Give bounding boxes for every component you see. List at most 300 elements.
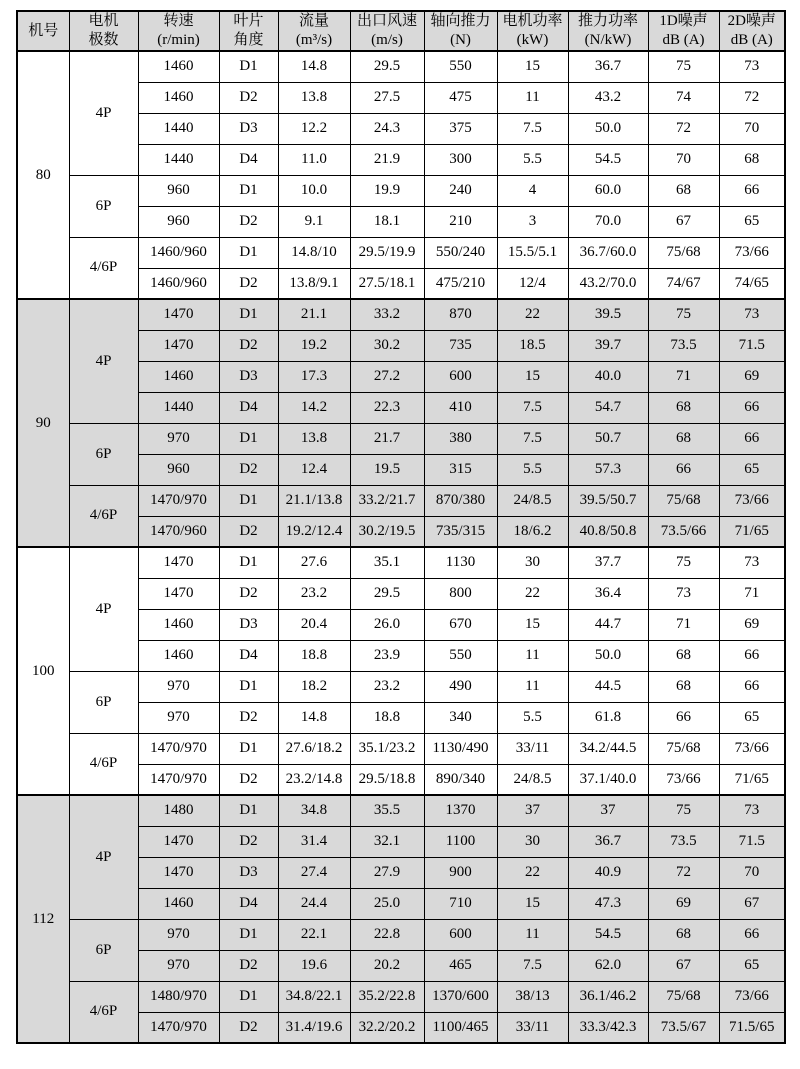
- data-cell: 66: [719, 919, 785, 950]
- data-cell: 1460: [138, 888, 219, 919]
- data-cell: 550: [424, 640, 497, 671]
- data-cell: 1460: [138, 361, 219, 392]
- data-cell: 72: [719, 82, 785, 113]
- data-cell: 11: [497, 671, 568, 702]
- data-cell: 27.2: [350, 361, 424, 392]
- data-cell: 67: [648, 950, 719, 981]
- data-cell: 300: [424, 144, 497, 175]
- data-cell: 26.0: [350, 609, 424, 640]
- data-cell: 33/11: [497, 1012, 568, 1043]
- data-cell: 550/240: [424, 237, 497, 268]
- data-cell: 50.7: [568, 423, 648, 454]
- data-cell: 73.5: [648, 826, 719, 857]
- data-cell: 65: [719, 950, 785, 981]
- data-cell: 315: [424, 454, 497, 485]
- data-cell: 15: [497, 361, 568, 392]
- data-cell: 73: [719, 299, 785, 330]
- data-cell: 75: [648, 795, 719, 826]
- data-cell: 22: [497, 857, 568, 888]
- data-cell: 7.5: [497, 950, 568, 981]
- data-cell: 970: [138, 671, 219, 702]
- data-cell: 1460/960: [138, 268, 219, 299]
- data-cell: 960: [138, 454, 219, 485]
- data-cell: 27.4: [278, 857, 350, 888]
- data-cell: 970: [138, 950, 219, 981]
- data-cell: 900: [424, 857, 497, 888]
- data-cell: 29.5: [350, 578, 424, 609]
- data-cell: 71.5: [719, 826, 785, 857]
- column-header-1: 电机 极数: [69, 11, 138, 51]
- data-cell: 21.1/13.8: [278, 485, 350, 516]
- data-cell: 1440: [138, 144, 219, 175]
- poles-cell: 6P: [69, 175, 138, 237]
- data-cell: 1470/970: [138, 764, 219, 795]
- data-cell: 24.4: [278, 888, 350, 919]
- data-cell: D2: [219, 1012, 278, 1043]
- data-cell: 74/65: [719, 268, 785, 299]
- data-cell: 39.7: [568, 330, 648, 361]
- data-cell: 73/66: [719, 485, 785, 516]
- data-cell: 670: [424, 609, 497, 640]
- data-cell: 33/11: [497, 733, 568, 764]
- data-cell: 21.1: [278, 299, 350, 330]
- data-cell: 66: [719, 175, 785, 206]
- data-cell: 18.2: [278, 671, 350, 702]
- data-cell: 19.9: [350, 175, 424, 206]
- data-cell: 75: [648, 547, 719, 578]
- data-cell: 1470: [138, 826, 219, 857]
- data-cell: 23.9: [350, 640, 424, 671]
- data-cell: 72: [648, 113, 719, 144]
- data-cell: 600: [424, 919, 497, 950]
- data-cell: 550: [424, 51, 497, 82]
- header-row: [17, 11, 785, 51]
- data-cell: 33.2/21.7: [350, 485, 424, 516]
- data-cell: 30: [497, 826, 568, 857]
- data-cell: 970: [138, 423, 219, 454]
- poles-cell: 4P: [69, 51, 138, 175]
- data-cell: 32.2/20.2: [350, 1012, 424, 1043]
- data-cell: 23.2: [278, 578, 350, 609]
- data-cell: 19.2/12.4: [278, 516, 350, 547]
- data-cell: 13.8: [278, 82, 350, 113]
- data-cell: 29.5: [350, 51, 424, 82]
- poles-cell: 6P: [69, 671, 138, 733]
- data-cell: 23.2: [350, 671, 424, 702]
- data-cell: D2: [219, 206, 278, 237]
- data-cell: 70.0: [568, 206, 648, 237]
- data-cell: D1: [219, 547, 278, 578]
- data-cell: D1: [219, 981, 278, 1012]
- data-cell: 1460: [138, 51, 219, 82]
- data-cell: 1470: [138, 330, 219, 361]
- data-cell: 69: [719, 361, 785, 392]
- data-cell: D2: [219, 454, 278, 485]
- data-cell: 4: [497, 175, 568, 206]
- data-cell: D3: [219, 609, 278, 640]
- data-cell: 31.4: [278, 826, 350, 857]
- data-cell: 66: [719, 423, 785, 454]
- data-cell: 20.2: [350, 950, 424, 981]
- table-body: [17, 51, 785, 1043]
- data-cell: 66: [719, 392, 785, 423]
- data-cell: 1470: [138, 547, 219, 578]
- data-cell: 73: [719, 795, 785, 826]
- data-cell: 35.2/22.8: [350, 981, 424, 1012]
- table-row: [17, 175, 785, 206]
- data-cell: 18.8: [350, 702, 424, 733]
- data-cell: 18.8: [278, 640, 350, 671]
- data-cell: 1470/970: [138, 1012, 219, 1043]
- data-cell: 43.2/70.0: [568, 268, 648, 299]
- data-cell: 475: [424, 82, 497, 113]
- poles-cell: 4P: [69, 795, 138, 919]
- data-cell: 75/68: [648, 733, 719, 764]
- data-cell: 25.0: [350, 888, 424, 919]
- poles-cell: 4/6P: [69, 733, 138, 795]
- data-cell: 67: [719, 888, 785, 919]
- data-cell: D2: [219, 516, 278, 547]
- column-header-10: 2D噪声 dB (A): [719, 11, 785, 51]
- data-cell: D2: [219, 950, 278, 981]
- data-cell: 1470: [138, 857, 219, 888]
- data-cell: 600: [424, 361, 497, 392]
- data-cell: 710: [424, 888, 497, 919]
- data-cell: 870/380: [424, 485, 497, 516]
- data-cell: 35.1: [350, 547, 424, 578]
- data-cell: 65: [719, 702, 785, 733]
- data-cell: 22: [497, 299, 568, 330]
- data-cell: 33.2: [350, 299, 424, 330]
- data-cell: 71: [719, 578, 785, 609]
- data-cell: D1: [219, 299, 278, 330]
- data-cell: 34.8/22.1: [278, 981, 350, 1012]
- data-cell: 24.3: [350, 113, 424, 144]
- table-row: [17, 733, 785, 764]
- data-cell: D1: [219, 795, 278, 826]
- data-cell: 73/66: [719, 733, 785, 764]
- data-cell: 54.5: [568, 919, 648, 950]
- data-cell: 68: [648, 423, 719, 454]
- data-cell: 890/340: [424, 764, 497, 795]
- data-cell: 490: [424, 671, 497, 702]
- poles-cell: 4/6P: [69, 237, 138, 299]
- table-row: [17, 919, 785, 950]
- table-row: [17, 299, 785, 330]
- data-cell: 12.4: [278, 454, 350, 485]
- data-cell: 66: [648, 454, 719, 485]
- data-cell: 36.7: [568, 51, 648, 82]
- data-cell: 1130/490: [424, 733, 497, 764]
- data-cell: 50.0: [568, 640, 648, 671]
- data-cell: 73.5/66: [648, 516, 719, 547]
- data-cell: 35.1/23.2: [350, 733, 424, 764]
- data-cell: D1: [219, 237, 278, 268]
- data-cell: 15.5/5.1: [497, 237, 568, 268]
- data-cell: 27.5: [350, 82, 424, 113]
- poles-cell: 6P: [69, 919, 138, 981]
- data-cell: 375: [424, 113, 497, 144]
- table-row: [17, 423, 785, 454]
- column-header-3: 叶片 角度: [219, 11, 278, 51]
- data-cell: 61.8: [568, 702, 648, 733]
- data-cell: 14.2: [278, 392, 350, 423]
- data-cell: D3: [219, 113, 278, 144]
- data-cell: 71: [648, 361, 719, 392]
- table-row: [17, 485, 785, 516]
- data-cell: 27.9: [350, 857, 424, 888]
- column-header-2: 转速 (r/min): [138, 11, 219, 51]
- data-cell: 32.1: [350, 826, 424, 857]
- data-cell: 68: [648, 392, 719, 423]
- data-cell: D1: [219, 51, 278, 82]
- data-cell: 20.4: [278, 609, 350, 640]
- data-cell: 30: [497, 547, 568, 578]
- data-cell: 1370: [424, 795, 497, 826]
- data-cell: 1470/970: [138, 485, 219, 516]
- data-cell: 27.6/18.2: [278, 733, 350, 764]
- data-cell: 75: [648, 51, 719, 82]
- data-cell: 1470/970: [138, 733, 219, 764]
- data-cell: 68: [648, 640, 719, 671]
- data-cell: 970: [138, 702, 219, 733]
- data-cell: 69: [719, 609, 785, 640]
- model-cell: 100: [17, 547, 69, 795]
- data-cell: 30.2/19.5: [350, 516, 424, 547]
- table-row: [17, 51, 785, 82]
- data-cell: 40.0: [568, 361, 648, 392]
- data-cell: D2: [219, 578, 278, 609]
- data-cell: 73/66: [719, 981, 785, 1012]
- data-cell: D2: [219, 764, 278, 795]
- data-cell: 68: [719, 144, 785, 175]
- data-cell: 1100: [424, 826, 497, 857]
- data-cell: D2: [219, 82, 278, 113]
- data-cell: 9.1: [278, 206, 350, 237]
- data-cell: 800: [424, 578, 497, 609]
- data-cell: 24/8.5: [497, 485, 568, 516]
- column-header-9: 1D噪声 dB (A): [648, 11, 719, 51]
- column-header-7: 电机功率 (kW): [497, 11, 568, 51]
- data-cell: 37: [497, 795, 568, 826]
- data-cell: 70: [719, 113, 785, 144]
- data-cell: 5.5: [497, 702, 568, 733]
- data-cell: D2: [219, 826, 278, 857]
- data-cell: 67: [648, 206, 719, 237]
- data-cell: 1470/960: [138, 516, 219, 547]
- data-cell: 54.5: [568, 144, 648, 175]
- data-cell: 62.0: [568, 950, 648, 981]
- data-cell: 1440: [138, 392, 219, 423]
- data-cell: 870: [424, 299, 497, 330]
- data-cell: 68: [648, 919, 719, 950]
- data-cell: 18.5: [497, 330, 568, 361]
- data-cell: 11: [497, 640, 568, 671]
- data-cell: 31.4/19.6: [278, 1012, 350, 1043]
- data-cell: 7.5: [497, 423, 568, 454]
- data-cell: 37: [568, 795, 648, 826]
- data-cell: 21.9: [350, 144, 424, 175]
- data-cell: 71.5: [719, 330, 785, 361]
- data-cell: 73: [648, 578, 719, 609]
- model-cell: 80: [17, 51, 69, 299]
- data-cell: 475/210: [424, 268, 497, 299]
- data-cell: 43.2: [568, 82, 648, 113]
- data-cell: 735: [424, 330, 497, 361]
- data-cell: 66: [719, 640, 785, 671]
- data-cell: 33.3/42.3: [568, 1012, 648, 1043]
- data-cell: 14.8: [278, 702, 350, 733]
- data-cell: 19.6: [278, 950, 350, 981]
- data-cell: 970: [138, 919, 219, 950]
- data-cell: 36.7: [568, 826, 648, 857]
- column-header-8: 推力功率 (N/kW): [568, 11, 648, 51]
- data-cell: 40.9: [568, 857, 648, 888]
- data-cell: 75/68: [648, 485, 719, 516]
- table-header: [17, 11, 785, 51]
- data-cell: 22.3: [350, 392, 424, 423]
- data-cell: 12/4: [497, 268, 568, 299]
- data-cell: 380: [424, 423, 497, 454]
- data-cell: 65: [719, 454, 785, 485]
- data-cell: 75/68: [648, 237, 719, 268]
- data-cell: 66: [719, 671, 785, 702]
- data-cell: 73/66: [648, 764, 719, 795]
- data-cell: 1460: [138, 640, 219, 671]
- data-cell: 21.7: [350, 423, 424, 454]
- data-cell: 960: [138, 175, 219, 206]
- data-cell: 75/68: [648, 981, 719, 1012]
- data-cell: 34.2/44.5: [568, 733, 648, 764]
- data-cell: 54.7: [568, 392, 648, 423]
- data-cell: 38/13: [497, 981, 568, 1012]
- data-cell: D1: [219, 175, 278, 206]
- data-cell: 24/8.5: [497, 764, 568, 795]
- data-cell: 240: [424, 175, 497, 206]
- data-cell: 1460: [138, 82, 219, 113]
- data-cell: 73.5: [648, 330, 719, 361]
- poles-cell: 6P: [69, 423, 138, 485]
- model-cell: 90: [17, 299, 69, 547]
- data-cell: D1: [219, 485, 278, 516]
- data-cell: 74/67: [648, 268, 719, 299]
- data-cell: 1470: [138, 578, 219, 609]
- data-cell: 70: [719, 857, 785, 888]
- column-header-6: 轴向推力 (N): [424, 11, 497, 51]
- data-cell: 210: [424, 206, 497, 237]
- data-cell: D1: [219, 733, 278, 764]
- data-cell: D2: [219, 702, 278, 733]
- model-cell: 112: [17, 795, 69, 1043]
- data-cell: 1440: [138, 113, 219, 144]
- data-cell: 60.0: [568, 175, 648, 206]
- data-cell: 57.3: [568, 454, 648, 485]
- data-cell: 7.5: [497, 392, 568, 423]
- data-cell: 36.7/60.0: [568, 237, 648, 268]
- data-cell: 5.5: [497, 454, 568, 485]
- data-cell: 14.8/10: [278, 237, 350, 268]
- data-cell: 22.8: [350, 919, 424, 950]
- data-cell: 960: [138, 206, 219, 237]
- data-cell: 1480/970: [138, 981, 219, 1012]
- data-cell: 30.2: [350, 330, 424, 361]
- data-cell: D4: [219, 144, 278, 175]
- column-header-5: 出口风速 (m/s): [350, 11, 424, 51]
- data-cell: 735/315: [424, 516, 497, 547]
- data-cell: 1370/600: [424, 981, 497, 1012]
- data-cell: 18/6.2: [497, 516, 568, 547]
- data-cell: D1: [219, 423, 278, 454]
- data-cell: 29.5/18.8: [350, 764, 424, 795]
- data-cell: 71: [648, 609, 719, 640]
- data-cell: 71/65: [719, 516, 785, 547]
- data-cell: 39.5/50.7: [568, 485, 648, 516]
- data-cell: 27.6: [278, 547, 350, 578]
- data-cell: 71/65: [719, 764, 785, 795]
- data-cell: 22: [497, 578, 568, 609]
- data-cell: 1470: [138, 299, 219, 330]
- data-cell: 1100/465: [424, 1012, 497, 1043]
- data-cell: 17.3: [278, 361, 350, 392]
- data-cell: D3: [219, 857, 278, 888]
- data-cell: 1130: [424, 547, 497, 578]
- data-cell: 27.5/18.1: [350, 268, 424, 299]
- data-cell: 1460: [138, 609, 219, 640]
- data-cell: 66: [648, 702, 719, 733]
- data-cell: 22.1: [278, 919, 350, 950]
- table-row: [17, 237, 785, 268]
- data-cell: 36.4: [568, 578, 648, 609]
- data-cell: 13.8: [278, 423, 350, 454]
- table-row: [17, 795, 785, 826]
- data-cell: D3: [219, 361, 278, 392]
- poles-cell: 4P: [69, 299, 138, 423]
- column-header-4: 流量 (m³/s): [278, 11, 350, 51]
- data-cell: 29.5/19.9: [350, 237, 424, 268]
- data-cell: 75: [648, 299, 719, 330]
- poles-cell: 4P: [69, 547, 138, 671]
- fan-spec-table: [16, 10, 786, 1044]
- data-cell: 71.5/65: [719, 1012, 785, 1043]
- data-cell: 37.7: [568, 547, 648, 578]
- data-cell: 11.0: [278, 144, 350, 175]
- data-cell: 5.5: [497, 144, 568, 175]
- data-cell: 18.1: [350, 206, 424, 237]
- data-cell: D2: [219, 268, 278, 299]
- data-cell: 12.2: [278, 113, 350, 144]
- data-cell: D1: [219, 671, 278, 702]
- data-cell: 19.2: [278, 330, 350, 361]
- table-row: [17, 671, 785, 702]
- data-cell: 40.8/50.8: [568, 516, 648, 547]
- data-cell: 70: [648, 144, 719, 175]
- data-cell: 37.1/40.0: [568, 764, 648, 795]
- data-cell: 74: [648, 82, 719, 113]
- data-cell: 73/66: [719, 237, 785, 268]
- data-cell: 72: [648, 857, 719, 888]
- data-cell: D4: [219, 392, 278, 423]
- data-cell: 11: [497, 919, 568, 950]
- data-cell: 1460/960: [138, 237, 219, 268]
- data-cell: 3: [497, 206, 568, 237]
- data-cell: 14.8: [278, 51, 350, 82]
- data-cell: 44.5: [568, 671, 648, 702]
- data-cell: D1: [219, 919, 278, 950]
- data-cell: 23.2/14.8: [278, 764, 350, 795]
- data-cell: 65: [719, 206, 785, 237]
- data-cell: 15: [497, 609, 568, 640]
- data-cell: 73: [719, 547, 785, 578]
